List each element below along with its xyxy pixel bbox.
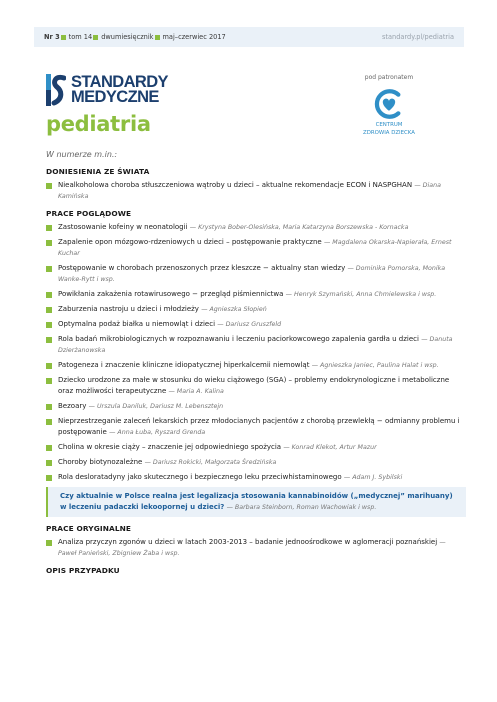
bullet-square-icon (46, 419, 52, 425)
toc-item-authors: — Konrad Klekot, Artur Mazur (283, 444, 376, 451)
toc-item[interactable] (46, 304, 466, 315)
frequency: dwumiesięcznik (101, 33, 154, 41)
toc-item-title: Analiza przyczyn zgonów u dzieci w latach 2003-2013 – badanie jednoośrodkowe w aglomeracji poznańskiej (58, 538, 438, 546)
toc-intro: W numerze m.in.: (46, 150, 118, 159)
toc-item-title: Czy aktualnie w Polsce realna jest legalizacja stosowania kannabinoidów („medycznej” marihuany) w leczeniu padaczki lekoopornej u dzieci? (60, 492, 453, 511)
section-title-prace-pogladowe: PRACE POGLĄDOWE (46, 209, 132, 218)
bullet-square-icon (46, 363, 52, 369)
bullet-square-icon (46, 378, 52, 384)
toc-item-authors: — Krystyna Bober-Olesińska, Maria Katarzyna Borszewska - Kornacka (190, 224, 409, 231)
toc-item-authors: — Agnieszka Janiec, Paulina Halat i wsp. (312, 362, 439, 369)
toc-item[interactable] (46, 263, 466, 285)
journal-name: pediatria (46, 112, 151, 136)
bullet-square-icon (46, 240, 52, 246)
toc-item-title: Bezoary (58, 402, 87, 410)
toc-item-authors: — Diana Kamińska (58, 182, 441, 200)
czd-heart-logo-icon (372, 87, 406, 121)
toc-item[interactable] (46, 537, 466, 559)
toc-item-authors: — Urszula Daniluk, Dariusz M. Lebensztejn (89, 403, 224, 410)
toc-item-authors: — Adam J. Sybilski (344, 474, 402, 481)
toc-item[interactable] (46, 180, 466, 202)
patron-name-line-2: ZDROWIA DZIECKA (363, 130, 415, 136)
toc-item[interactable] (46, 222, 466, 233)
toc-item-highlighted[interactable] (46, 487, 466, 517)
bullet-square-icon (46, 404, 52, 410)
toc-item-title: Dziecko urodzone za małe w stosunku do wieku ciążowego (SGA) – problemy endokrynologiczne i metaboliczne oraz możliwości terapeutyczne (58, 376, 450, 395)
volume: tom 14 (68, 33, 93, 41)
issue-header-bar (34, 27, 464, 47)
toc-item-authors: — Dominika Pomorska, Monika Wanke-Rytt i wsp. (58, 265, 445, 283)
toc-item-title: Postępowanie w chorobach przenoszonych przez kleszcze − aktualny stan wiedzy (58, 264, 346, 272)
table-of-contents (46, 150, 466, 579)
toc-item-authors: — Barbara Steinborn, Roman Wachowiak i wsp. (227, 504, 377, 511)
toc-item[interactable] (46, 360, 466, 371)
toc-item-title: Patogeneza i znaczenie kliniczne idiopatycznej hiperkalcemii niemowląt (58, 361, 310, 369)
toc-item-title: Rola desloratadyny jako skutecznego i bezpiecznego leku przeciwhistaminowego (58, 473, 342, 481)
masthead (46, 74, 466, 144)
toc-item-authors: — Dariusz Gruszfeld (217, 321, 281, 328)
bullet-square-icon (46, 183, 52, 189)
standardy-medyczne-logo (46, 74, 226, 108)
toc-item-title: Zastosowanie kofeiny w neonatologii (58, 223, 188, 231)
section-title-prace-oryginalne: PRACE ORYGINALNE (46, 524, 132, 533)
patronage-block (354, 74, 424, 137)
section-title-doniesienia: DONIESIENIA ZE ŚWIATA (46, 167, 150, 176)
toc-item-title: Rola badań mikrobiologicznych w rozpoznawaniu i leczeniu paciorkowcowego zapalenia gardła u dzieci (58, 335, 419, 343)
toc-item[interactable] (46, 375, 466, 397)
bullet-square-icon (46, 266, 52, 272)
bullet-square-icon (46, 337, 52, 343)
toc-item[interactable] (46, 237, 466, 259)
bullet-square-icon (46, 292, 52, 298)
toc-item-authors: — Agnieszka Słopień (201, 306, 267, 313)
bullet-square-icon (93, 35, 98, 40)
toc-item-authors: — Henryk Szymański, Anna Chmielewska i wsp. (286, 291, 437, 298)
bullet-square-icon (46, 460, 52, 466)
bullet-square-icon (155, 35, 160, 40)
toc-item-authors: — Paweł Panieński, Zbigniew Żaba i wsp. (58, 539, 446, 557)
bullet-square-icon (46, 322, 52, 328)
toc-item-title: Zapalenie opon mózgowo-rdzeniowych u dzieci – postępowanie praktyczne (58, 238, 322, 246)
toc-item[interactable] (46, 457, 466, 468)
toc-item-title: Powikłania zakażenia rotawirusowego − przegląd piśmiennictwa (58, 290, 284, 298)
toc-item[interactable] (46, 442, 466, 453)
logo-line-1: STANDARDY (71, 73, 168, 91)
bullet-square-icon (46, 475, 52, 481)
section-title-opis-przypadku: OPIS PRZYPADKU (46, 566, 120, 575)
toc-item-title: Cholina w okresie ciąży – znaczenie jej odpowiedniego spożycia (58, 443, 282, 451)
toc-item-authors: — Magdalena Okarska-Napierała, Ernest Kuchar (58, 239, 451, 257)
patron-name-line-1: CENTRUM (375, 122, 403, 128)
toc-item[interactable] (46, 401, 466, 412)
bullet-square-icon (46, 540, 52, 546)
patronage-label: pod patronatem (364, 74, 414, 81)
logo-mark-icon (46, 74, 66, 106)
journal-url[interactable]: standardy.pl/pediatria (381, 33, 454, 41)
toc-item-authors: — Anna Łuba, Ryszard Grenda (109, 429, 205, 436)
toc-item-title: Optymalna podaż białka u niemowląt i dzieci (58, 320, 216, 328)
toc-item-title: Zaburzenia nastroju u dzieci i młodzieży (58, 305, 199, 313)
toc-item[interactable] (46, 416, 466, 438)
toc-item[interactable] (46, 472, 466, 483)
bullet-square-icon (46, 225, 52, 231)
toc-item[interactable] (46, 319, 466, 330)
toc-item-authors: — Danuta Dzierżanowska (58, 336, 453, 354)
issue-period: maj–czerwiec 2017 (162, 33, 226, 41)
logo-line-2: MEDYCZNE (71, 88, 159, 106)
toc-item-authors: — Maria A. Kalina (168, 388, 223, 395)
toc-item-title: Nieprzestrzeganie zaleceń lekarskich przez młodocianych pacjentów z chorobą przewlekłą − odmianny problemu i postępowanie (58, 417, 460, 436)
bullet-square-icon (46, 445, 52, 451)
toc-item-title: Choroby biotynozależne (58, 458, 143, 466)
toc-item[interactable] (46, 334, 466, 356)
toc-item-title: Niealkoholowa choroba stłuszczeniowa wątroby u dzieci – aktualne rekomendacje ECON i NASPGHAN (58, 181, 413, 189)
bullet-square-icon (46, 307, 52, 313)
issue-number: Nr 3 (44, 33, 60, 41)
toc-item-authors: — Dariusz Rokicki, Małgorzata Średzińska (145, 459, 277, 466)
toc-item[interactable] (46, 289, 466, 300)
bullet-square-icon (61, 35, 66, 40)
